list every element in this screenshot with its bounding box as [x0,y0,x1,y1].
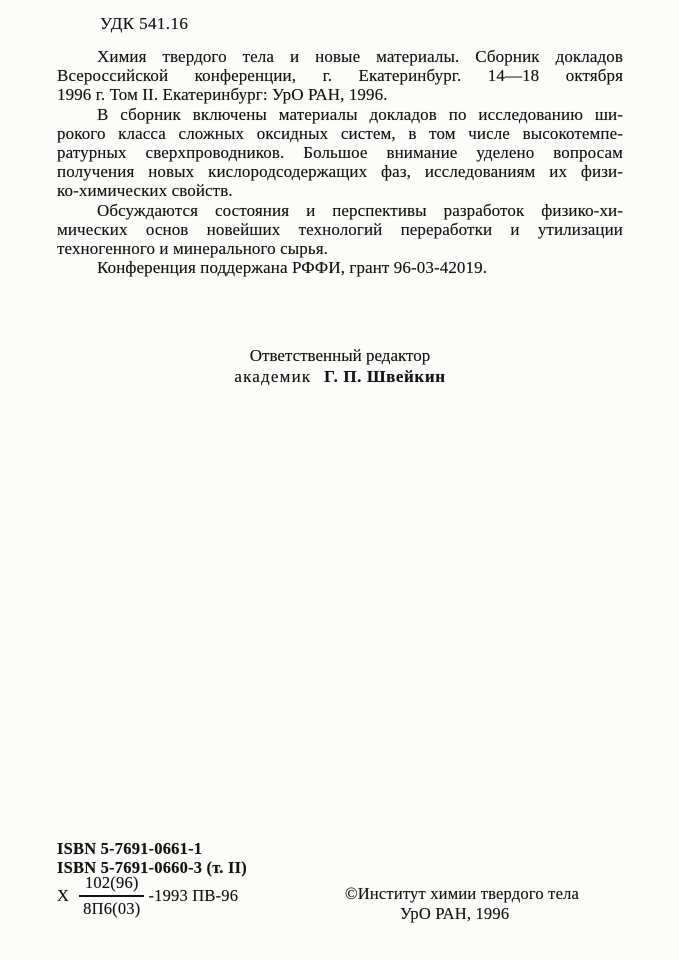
copyright-line-1: ©Институт химии твердого тела [345,884,580,903]
imprint-text-block [57,47,623,277]
abstract-paragraph-2 [57,201,623,259]
spacer [316,367,320,386]
editor-rank: академик [234,367,312,386]
paragraph-line: техногенного и минерального сырья. [57,239,329,259]
editor-name-line [57,366,623,387]
grant-paragraph [57,258,623,277]
paragraph-line: Химия твердого тела и новые материалы. Сборник докладов [97,47,623,66]
editor-heading: Ответственный редактор [249,346,431,365]
paragraph-line: 1996 г. Том II. Екатеринбург: УрО РАН, 1996. [57,85,388,105]
classification-suffix: -1993 ПВ-96 [148,886,239,905]
abstract-paragraph-1 [57,105,623,201]
isbn-line-2: ISBN 5-7691-0660-3 (т. II) [57,858,247,877]
paragraph-line: В сборник включены материалы докладов по исследованию ши- [97,104,623,124]
paragraph-line: Конференция поддержана РФФИ, грант 96-03-42019. [97,258,488,278]
copyright-block [345,884,579,924]
copyright-line-2: УрО РАН, 1996 [400,904,510,923]
isbn-block [57,839,247,877]
fraction-numerator: 102(96) [79,873,144,897]
paragraph-line: мических основ новейших технологий переработки и утилизации [57,219,623,239]
classification-prefix: Х [57,886,70,905]
paragraph-line: Обсуждаются состояния и перспективы разработок физико-хи- [97,200,623,220]
isbn-line-1: ISBN 5-7691-0661-1 [57,839,203,858]
paragraph-line: ко-химических свойств. [57,181,233,201]
fraction-denominator: 8П6(03) [83,899,141,918]
paragraph-line: получения новых кислородсодержащих фаз, исследованиям их физи- [57,162,623,182]
classification-fraction [79,873,144,919]
classification-code [57,873,238,919]
udk-code: УДК 541.16 [100,14,189,33]
editor-name: Г. П. Швейкин [324,367,446,386]
paragraph-line: ратурных сверхпроводников. Большое внимание уделено вопросам [57,143,623,163]
paragraph-line: Всероссийской конференции, г. Екатеринбург. 14—18 октября [57,66,623,86]
editor-block [57,345,623,387]
bibliographic-paragraph [57,47,623,105]
paragraph-line: рокого класса сложных оксидных систем, в том числе высокотемпе- [57,123,623,143]
